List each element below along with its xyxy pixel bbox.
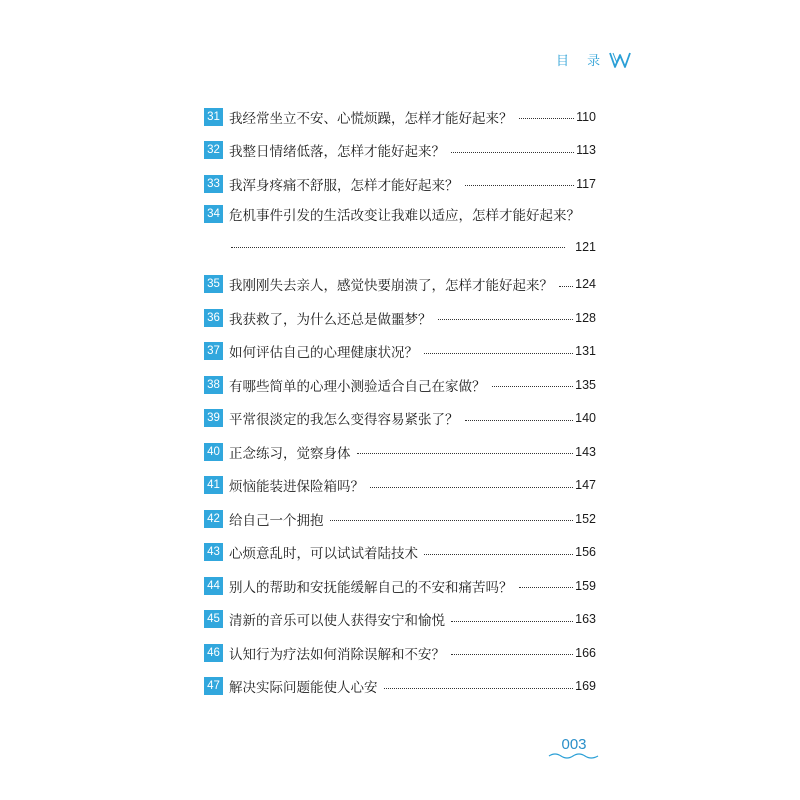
entry-page: 113 [576,143,596,158]
page-number: 003 [561,736,587,753]
entry-number-badge: 37 [204,342,223,360]
entry-number-badge: 31 [204,108,223,126]
toc-entry-41[interactable] [204,469,596,503]
entry-page: 117 [576,176,596,191]
entry-title: 我刚刚失去亲人，感觉快要崩溃了，怎样才能好起来？ [229,278,553,295]
toc-entry-44[interactable] [204,569,596,603]
entry-title: 我整日情绪低落，怎样才能好起来？ [229,144,445,161]
entry-title: 正念练习，觉察身体 [229,445,351,462]
entry-number-badge: 42 [204,510,223,528]
toc-entry-46[interactable] [204,636,596,670]
toc-entry-40[interactable] [204,435,596,469]
dot-leader [330,520,574,521]
entry-number-badge: 46 [204,644,223,662]
entry-number-badge: 33 [204,175,223,193]
entry-page: 140 [575,411,596,426]
entry-number-badge: 41 [204,476,223,494]
toc-entry-38[interactable] [204,368,596,402]
toc-entry-37[interactable] [204,335,596,369]
entry-title: 别人的帮助和安抚能缓解自己的不安和痛苦吗？ [229,579,513,596]
entry-page: 124 [575,277,596,292]
toc-entry-45[interactable] [204,603,596,637]
entry-number-badge: 39 [204,409,223,427]
toc-entry-42[interactable] [204,502,596,536]
entry-page: 143 [575,444,596,459]
dot-leader [451,621,573,622]
dot-leader [370,487,573,488]
entry-title: 我浑身疼痛不舒服，怎样才能好起来？ [229,177,459,194]
dot-leader [465,420,574,421]
dot-leader [384,688,574,689]
entry-title: 危机事件引发的生活改变让我难以适应，怎样才能好起来？ [229,207,580,224]
entry-page: 166 [575,645,596,660]
toc-header [556,50,631,69]
entry-title: 给自己一个拥抱 [229,512,324,529]
entry-page: 128 [575,310,596,325]
page-footer [548,734,600,761]
dot-leader [492,386,574,387]
entry-number-badge: 36 [204,309,223,327]
toc-entry-43[interactable] [204,536,596,570]
entry-page: 159 [575,578,596,593]
entry-page: 156 [575,545,596,560]
entry-number-badge: 38 [204,376,223,394]
entry-title: 有哪些简单的心理小测验适合自己在家做？ [229,378,486,395]
entry-number-badge: 45 [204,610,223,628]
w-logo-icon [609,51,631,69]
dot-leader [451,654,573,655]
entry-number-badge: 44 [204,577,223,595]
dot-leader [519,118,575,119]
dot-leader [424,353,573,354]
toc-entry-39[interactable] [204,402,596,436]
entry-title: 我经常坐立不安、心慌烦躁，怎样才能好起来？ [229,110,513,127]
entry-title: 解决实际问题能使人心安 [229,680,378,697]
entry-page: 147 [575,478,596,493]
toc-entry-31[interactable] [204,100,596,134]
entry-number-badge: 43 [204,543,223,561]
toc-entry-33[interactable] [204,167,596,201]
entry-title: 心烦意乱时，可以试试着陆技术 [229,546,418,563]
entry-page: 152 [575,511,596,526]
toc-entry-35[interactable] [204,268,596,302]
entry-title: 如何评估自己的心理健康状况？ [229,345,418,362]
entry-title: 平常很淡定的我怎么变得容易紧张了？ [229,412,459,429]
page-title: 目 录 [556,54,608,69]
dot-leader [231,247,565,248]
dot-leader [519,587,574,588]
dot-leader [559,286,573,287]
dot-leader [465,185,575,186]
dot-leader [424,554,573,555]
entry-number-badge: 40 [204,443,223,461]
entry-title: 我获救了，为什么还总是做噩梦？ [229,311,432,328]
toc-entry-47[interactable] [204,670,596,704]
table-of-contents [204,100,596,703]
dot-leader [357,453,574,454]
entry-page: 110 [576,109,596,124]
entry-title: 清新的音乐可以使人获得安宁和愉悦 [229,613,445,630]
entry-page: 163 [575,612,596,627]
entry-page: 169 [575,679,596,694]
toc-entry-36[interactable] [204,301,596,335]
dot-leader [451,152,574,153]
toc-entry-34[interactable] [204,201,596,268]
toc-entry-32[interactable] [204,134,596,168]
entry-number-badge: 34 [204,205,223,223]
dot-leader [438,319,574,320]
entry-number-badge: 47 [204,677,223,695]
entry-page: 121 [575,240,596,254]
entry-title: 烦恼能装进保险箱吗？ [229,479,364,496]
entry-number-badge: 32 [204,141,223,159]
entry-number-badge: 35 [204,275,223,293]
entry-page: 135 [575,377,596,392]
entry-page: 131 [575,344,596,359]
entry-title: 认知行为疗法如何消除误解和不安？ [229,646,445,663]
